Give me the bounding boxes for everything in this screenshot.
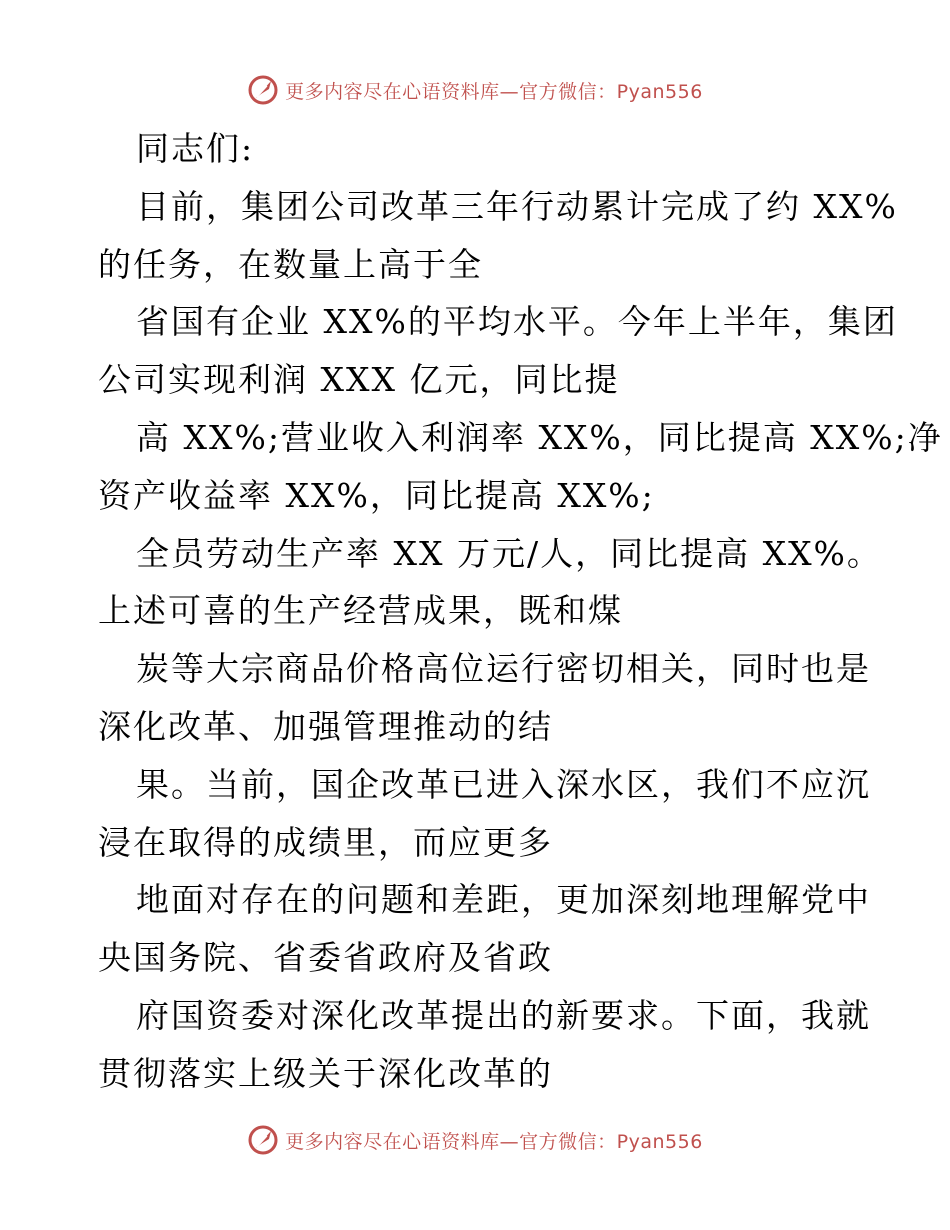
- text-line: 省国有企业 XX%的平均水平。今年上半年，集团: [136, 302, 898, 342]
- text-line: 深化改革、加强管理推动的结: [98, 706, 553, 746]
- footer-banner: [0, 1120, 950, 1160]
- text-line: 目前，集团公司改革三年行动累计完成了约 XX%: [136, 186, 898, 226]
- text-line: 贯彻落实上级关于深化改革的: [98, 1053, 553, 1093]
- header-banner-text: 更多内容尽在心语资料库—官方微信：Pyan556: [285, 80, 703, 103]
- text-line: 浸在取得的成绩里，而应更多: [98, 822, 553, 862]
- feather-seal-icon: [247, 1124, 279, 1156]
- text-line: 全员劳动生产率 XX 万元/人，同比提高 XX%。: [136, 533, 882, 573]
- feather-seal-icon: [247, 74, 279, 106]
- document-body: [98, 120, 943, 1103]
- text-line: 的任务，在数量上高于全: [98, 244, 483, 284]
- text-line: 同志们:: [136, 129, 255, 168]
- text-line: 府国资委对深化改革提出的新要求。下面，我就: [136, 995, 871, 1035]
- footer-banner-text: 更多内容尽在心语资料库—官方微信：Pyan556: [285, 1130, 703, 1153]
- text-line: 地面对存在的问题和差距，更加深刻地理解党中: [136, 880, 871, 920]
- text-line: 高 XX%;营业收入利润率 XX%，同比提高 XX%;净: [136, 417, 943, 457]
- text-line: 果。当前，国企改革已进入深水区，我们不应沉: [136, 764, 871, 804]
- text-line: 炭等大宗商品价格高位运行密切相关，同时也是: [136, 649, 871, 689]
- text-line: 公司实现利润 XXX 亿元，同比提: [98, 360, 620, 400]
- text-line: 上述可喜的生产经营成果，既和煤: [98, 591, 623, 631]
- text-line: 央国务院、省委省政府及省政: [98, 938, 553, 978]
- text-line: 资产收益率 XX%，同比提高 XX%;: [98, 475, 655, 515]
- header-banner: [0, 70, 950, 110]
